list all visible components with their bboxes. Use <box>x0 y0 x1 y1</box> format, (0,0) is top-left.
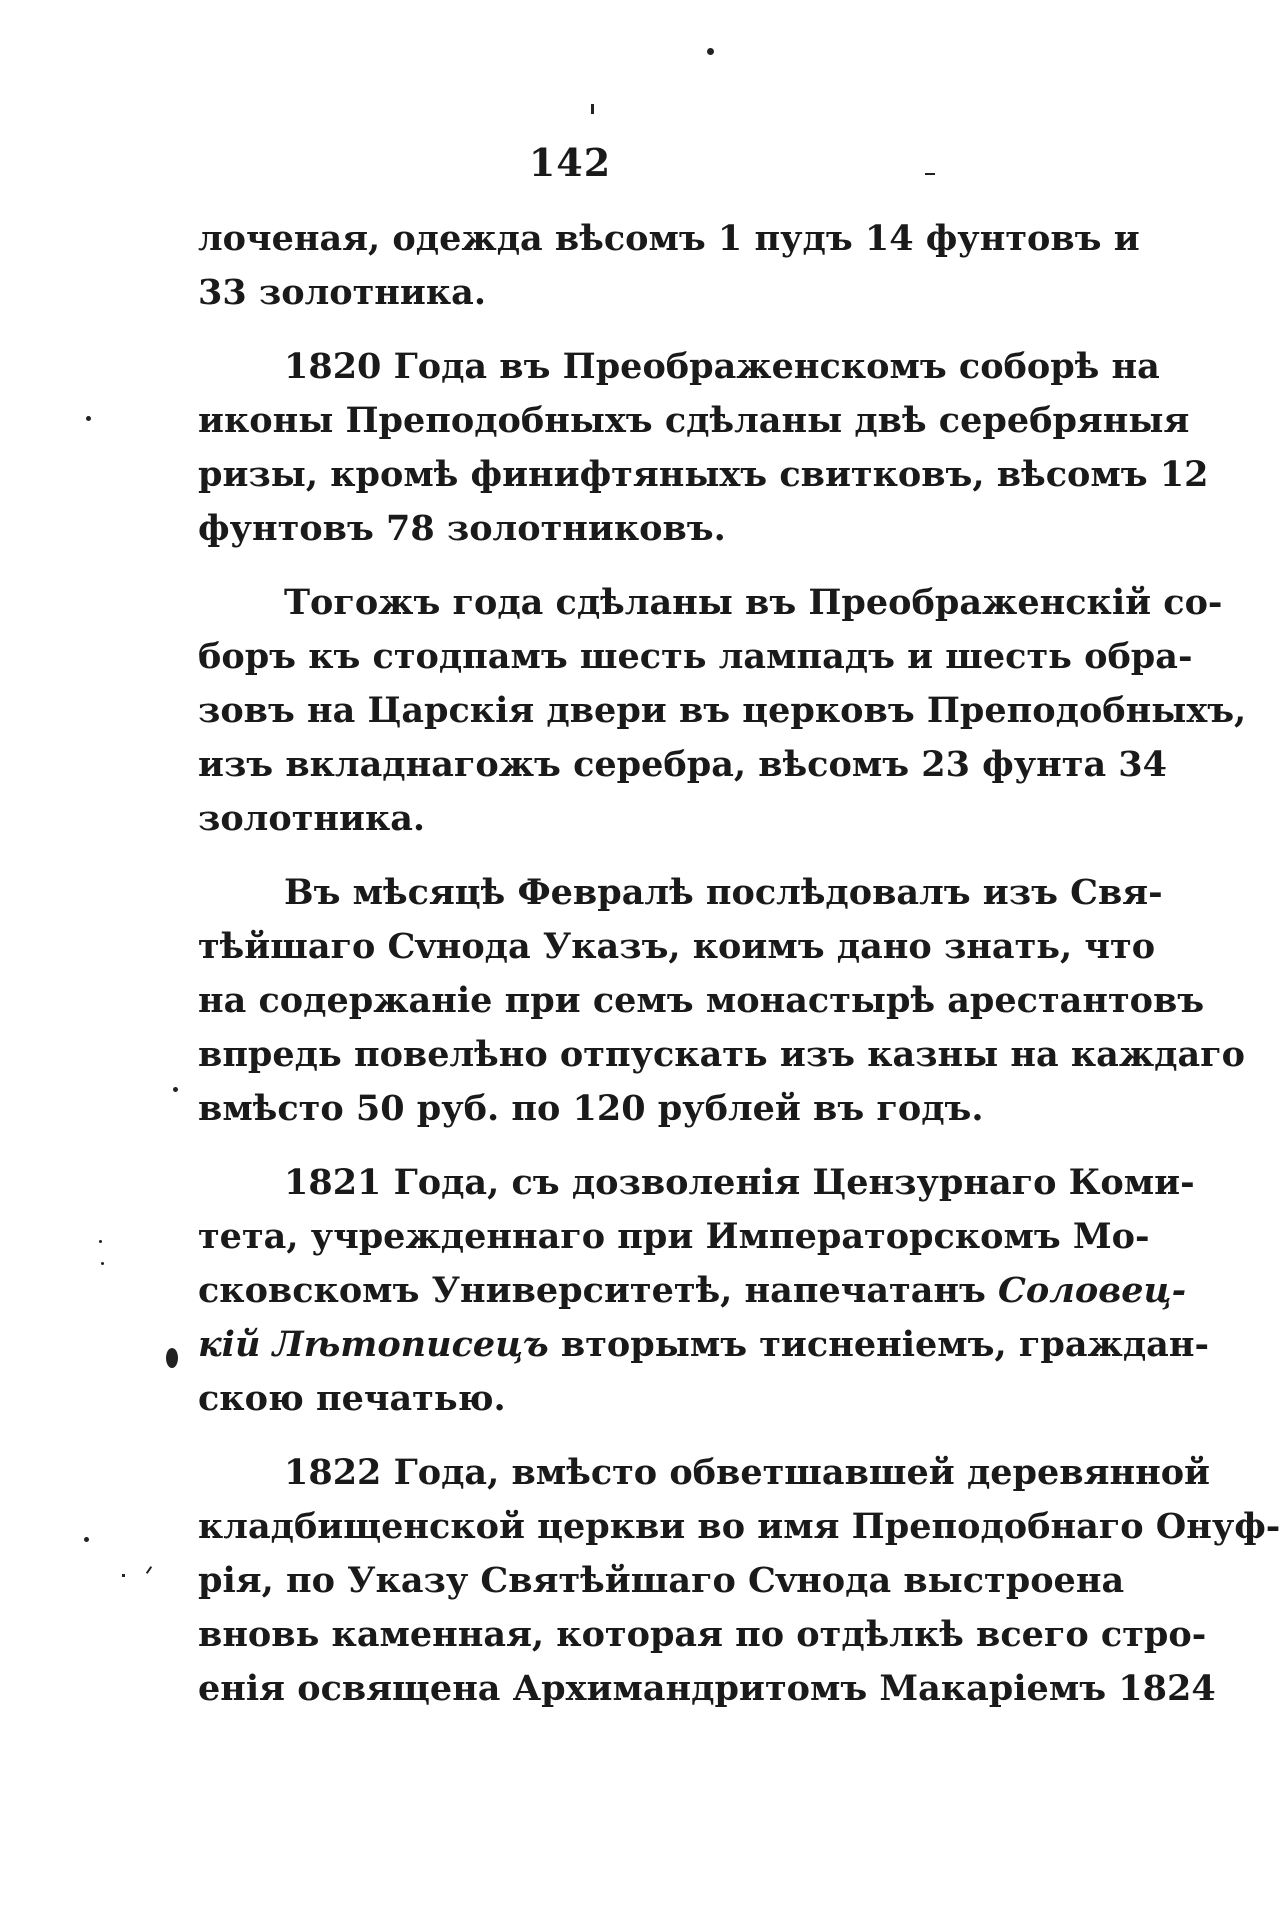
text-line: впредь повелѣно отпускать изъ казны на каждаго <box>198 1034 1245 1075</box>
ink-speck <box>591 104 594 114</box>
text-line: Въ мѣсяцѣ Февралѣ послѣдовалъ изъ Свя- <box>284 872 1163 913</box>
text-line: иконы Преподобныхъ сдѣланы двѣ серебряныя <box>198 400 1190 441</box>
text-fragment: сковскомъ Университетѣ, напечатанъ <box>198 1270 999 1311</box>
text-line: фунтовъ 78 золотниковъ. <box>198 508 726 549</box>
ink-speck <box>122 1574 125 1577</box>
body-text <box>198 212 1280 1736</box>
paragraph <box>198 576 1247 846</box>
text-line: золотника. <box>198 798 426 839</box>
text-line: 1822 Года, вмѣсто обветшавшей деревянной <box>284 1452 1210 1493</box>
ink-speck <box>86 416 91 421</box>
paragraph <box>198 340 1209 556</box>
text-line: боръ къ стодпамъ шесть лампадъ и шесть обра- <box>198 636 1193 677</box>
text-fragment: вторымъ тисненіемъ, граждан- <box>548 1324 1209 1365</box>
text-line: скою печатью. <box>198 1378 506 1419</box>
paragraph <box>198 212 1140 320</box>
text-line: вновь каменная, которая по отдѣлкѣ всего стро- <box>198 1614 1207 1655</box>
ink-speck <box>707 48 714 55</box>
italic-title: Соловец- <box>998 1270 1187 1311</box>
text-line: тета, учрежденнаго при Императорскомъ Мо- <box>198 1216 1150 1257</box>
text-line: 1820 Года въ Преображенскомъ соборѣ на <box>284 346 1160 387</box>
text-line: зовъ на Царскія двери въ церковъ Преподобныхъ, <box>198 690 1247 731</box>
italic-title: кій Лѣтописецъ <box>198 1324 549 1365</box>
ink-speck <box>166 1348 178 1368</box>
text-line: вмѣсто 50 руб. по 120 рублей въ годъ. <box>198 1088 984 1129</box>
text-line <box>198 1318 1209 1372</box>
ink-speck <box>101 1262 104 1265</box>
paragraph <box>198 866 1245 1136</box>
ink-speck <box>99 1240 102 1243</box>
text-line: рія, по Указу Святѣйшаго Сvнода выстроена <box>198 1560 1125 1601</box>
ink-speck <box>84 1537 89 1542</box>
ink-speck <box>173 1087 178 1092</box>
ink-speck <box>146 1566 152 1574</box>
text-line: изъ вкладнагожъ серебра, вѣсомъ 23 фунта 34 <box>198 744 1168 785</box>
ink-speck <box>925 173 935 175</box>
text-line: на содержаніе при семъ монастырѣ арестантовъ <box>198 980 1205 1021</box>
page-number: 142 <box>528 140 612 185</box>
text-line: 1821 Года, съ дозволенія Цензурнаго Коми- <box>284 1162 1195 1203</box>
text-line: Тогожъ года сдѣланы въ Преображенскій со- <box>284 582 1223 623</box>
text-line <box>198 1264 1187 1318</box>
text-line: ризы, кромѣ финифтяныхъ свитковъ, вѣсомъ 12 <box>198 454 1209 495</box>
text-line: 33 золотника. <box>198 272 486 313</box>
text-line: енія освящена Архимандритомъ Макаріемъ 1824 <box>198 1668 1216 1709</box>
paragraph <box>198 1156 1209 1426</box>
text-line: тѣйшаго Сvнода Указъ, коимъ дано знать, что <box>198 926 1156 967</box>
text-line: лоченая, одежда вѣсомъ 1 пудъ 14 фунтовъ и <box>198 218 1140 259</box>
paragraph <box>198 1446 1280 1716</box>
text-line: кладбищенской церкви во имя Преподобнаго Онуф- <box>198 1506 1280 1547</box>
